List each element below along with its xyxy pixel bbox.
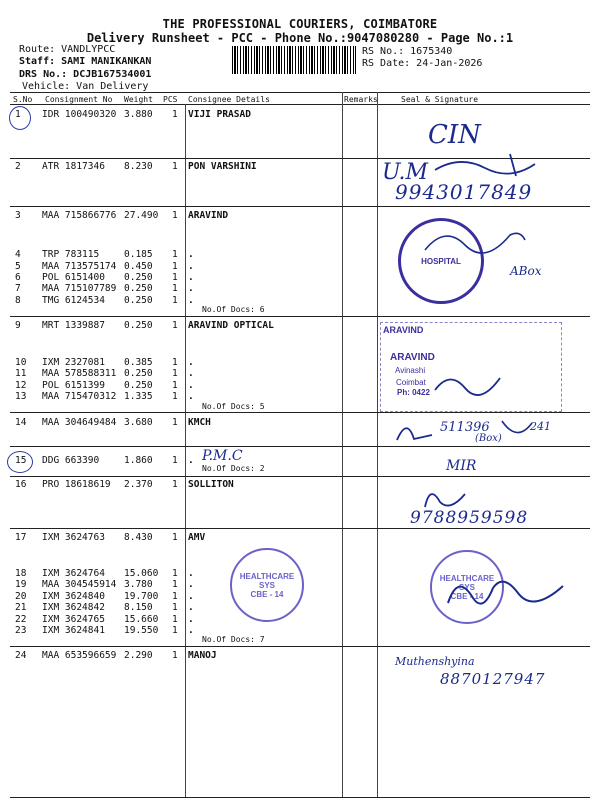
row-sno: 4 [15,249,21,260]
row-pcs: 1 [172,417,178,428]
row-consignee: PON VARSHINI [188,161,257,172]
row-pcs: 1 [172,532,178,543]
col-weight: Weight [124,95,153,104]
row-sno: 5 [15,261,21,272]
row-consignment: PRO 18618619 [42,479,111,490]
row-consignee: . [188,283,194,294]
col-pcs: PCS [163,95,178,104]
row-consignment: MAA 715470312 [42,391,117,402]
no-of-docs: No.Of Docs: 5 [202,402,265,411]
no-of-docs: No.Of Docs: 6 [202,305,265,314]
row-consignee: . [188,391,194,402]
stamp-text: ARAVIND [390,352,435,363]
signature-row-24: Muthenshyina [395,655,475,668]
row-weight: 15.060 [124,568,159,579]
row-sno: 8 [15,295,21,306]
row-pcs: 1 [172,272,178,283]
row-consignee: . [188,295,194,306]
row-pcs: 1 [172,210,178,221]
healthcare-stamp-left [230,548,304,622]
route: Route: VANDLYPCC [19,44,116,55]
row-sno: 11 [15,368,27,379]
row-pcs: 1 [172,602,178,613]
row-pcs: 1 [172,357,178,368]
col-seal: Seal & Signature [401,95,479,104]
row-weight: 0.450 [124,261,153,272]
row-consignment: IXM 3624841 [42,625,105,636]
row-pcs: 1 [172,650,178,661]
row-weight: 8.230 [124,161,153,172]
row-weight: 0.250 [124,272,153,283]
row-separator [10,412,590,413]
row-consignee: ARAVIND OPTICAL [188,320,274,331]
signature-scribble [430,150,540,180]
row-sno: 19 [15,579,27,590]
row-consignee: . [188,455,194,466]
row-weight: 3.680 [124,417,153,428]
row-pcs: 1 [172,320,178,331]
row-sno: 15 [15,455,27,466]
row-weight: 27.490 [124,210,159,221]
row-consignee: . [188,380,194,391]
row-sno: 14 [15,417,27,428]
row-sno: 10 [15,357,27,368]
row-sno: 22 [15,614,27,625]
row-weight: 0.250 [124,283,153,294]
row-pcs: 1 [172,391,178,402]
phone-row-2: 9943017849 [395,180,533,204]
col-rule [342,92,343,797]
col-consignment: Consignment No [45,95,113,104]
row-sno: 13 [15,391,27,402]
row-sno: 20 [15,591,27,602]
row-pcs: 1 [172,249,178,260]
row-consignment: MAA 713575174 [42,261,117,272]
barcode [232,46,356,74]
row-separator [10,797,590,798]
remark-row-15: P.M.C [202,448,243,464]
row-separator [10,476,590,477]
no-of-docs: No.Of Docs: 7 [202,635,265,644]
no-of-docs: No.Of Docs: 2 [202,464,265,473]
row-weight: 0.250 [124,295,153,306]
signature-scribble [438,568,568,618]
rs-date: RS Date: 24-Jan-2026 [362,58,483,69]
stamp-outline [380,322,562,412]
row-sno: 23 [15,625,27,636]
runsheet-subtitle: Delivery Runsheet - PCC - Phone No.:9047080280 - Page No.:1 [86,31,514,45]
stamp-text: CBE - 14 [250,589,284,599]
row-consignment: MAA 304649484 [42,417,117,428]
signature-scribble [420,220,530,260]
row-separator [10,646,590,647]
row-sno: 2 [15,161,21,172]
row-weight: 0.250 [124,320,153,331]
row-pcs: 1 [172,568,178,579]
row-sno: 9 [15,320,21,331]
row-sno: 12 [15,380,27,391]
row-consignee: . [188,568,194,579]
row-weight: 19.700 [124,591,159,602]
stamp-text: Coimbat [396,378,426,387]
header-bottom-rule [10,104,590,105]
row-consignee: SOLLITON [188,479,234,490]
stamp-text: HEALTHCARE SYS [439,573,495,592]
row-consignment: IXM 2327081 [42,357,105,368]
col-rule [185,104,186,797]
row-sno: 6 [15,272,21,283]
row-consignment: MAA 715866776 [42,210,117,221]
row-consignee: . [188,261,194,272]
remark-row-15-b: MIR [446,458,477,474]
row-pcs: 1 [172,625,178,636]
row-weight: 3.780 [124,579,153,590]
signature-row-2: U.M [382,160,429,185]
row-consignment: POL 6151399 [42,380,105,391]
row-pcs: 1 [172,295,178,306]
stamp-text: CBE - 14 [450,591,484,601]
row-sno: 18 [15,568,27,579]
company-title: THE PROFESSIONAL COURIERS, COIMBATORE [162,17,438,31]
row-consignee: . [188,368,194,379]
row-weight: 1.860 [124,455,153,466]
row-sno: 24 [15,650,27,661]
phone-row-24: 8870127947 [440,670,546,688]
row-consignee: . [188,614,194,625]
remark-row-14-b: 241 [530,420,551,433]
stamp-text: HEALTHCARE SYS [239,571,295,590]
row-consignee: . [188,579,194,590]
row-consignment: DDG 663390 [42,455,100,466]
row-consignment: IXM 3624764 [42,568,105,579]
row-consignment: MAA 715107789 [42,283,117,294]
stamp-text: Ph: 0422 [397,388,430,397]
row-consignee: ARAVIND [188,210,229,221]
row-consignee: AMV [188,532,206,543]
row-sno: 16 [15,479,27,490]
row-consignee: . [188,272,194,283]
row-consignment: MAA 578588311 [42,368,117,379]
row-weight: 2.370 [124,479,153,490]
row-consignment: TMG 6124534 [42,295,105,306]
row-weight: 15.660 [124,614,159,625]
row-consignment: IXM 3624763 [42,532,105,543]
row-consignee: . [188,591,194,602]
row-consignee: . [188,357,194,368]
row-weight: 0.185 [124,249,153,260]
col-consignee: Consignee Details [188,95,270,104]
row-weight: 8.430 [124,532,153,543]
row-consignment: ATR 1817346 [42,161,105,172]
serial-circle-mark [7,451,33,473]
remark-abox: ABox [510,264,542,278]
vehicle: Vehicle: Van Delivery [22,81,149,92]
col-rule [377,92,378,797]
row-pcs: 1 [172,479,178,490]
row-pcs: 1 [172,161,178,172]
table-top-rule [10,92,590,93]
row-weight: 8.150 [124,602,153,613]
row-pcs: 1 [172,579,178,590]
row-sno: 7 [15,283,21,294]
row-consignment: MAA 304545914 [42,579,117,590]
row-weight: 0.250 [124,380,153,391]
drs-number: DRS No.: DCJB167534001 [19,69,152,80]
row-weight: 1.335 [124,391,153,402]
stamp-text: HOSPITAL [421,256,461,266]
row-consignee: . [188,602,194,613]
row-pcs: 1 [172,591,178,602]
row-sno: 17 [15,532,27,543]
stamp-text: Avinashi [395,366,426,375]
remark-row-14: 511396 [440,420,490,435]
row-consignment: POL 6151400 [42,272,105,283]
row-pcs: 1 [172,455,178,466]
row-pcs: 1 [172,380,178,391]
signature-row-1: CIN [428,120,481,150]
row-separator [10,206,590,207]
row-separator [10,316,590,317]
row-pcs: 1 [172,109,178,120]
row-weight: 0.250 [124,368,153,379]
row-pcs: 1 [172,614,178,625]
staff: Staff: SAMI MANIKANKAN [19,56,152,67]
row-weight: 19.550 [124,625,159,636]
remark-row-14-box: (Box) [475,433,502,444]
row-weight: 3.880 [124,109,153,120]
row-consignment: IDR 100490320 [42,109,117,120]
row-pcs: 1 [172,283,178,294]
phone-row-16: 9788959598 [410,508,529,528]
row-pcs: 1 [172,261,178,272]
row-consignment: MRT 1339887 [42,320,105,331]
col-remarks: Remarks [344,95,378,104]
serial-circle-mark [9,106,31,130]
row-consignee: KMCH [188,417,211,428]
row-consignment: IXM 3624765 [42,614,105,625]
row-separator [10,528,590,529]
row-consignee: . [188,625,194,636]
rs-number: RS No.: 1675340 [362,46,453,57]
row-consignee: VIJI PRASAD [188,109,251,120]
row-consignee: MANOJ [188,650,217,661]
row-consignment: IXM 3624842 [42,602,105,613]
row-consignee: . [188,249,194,260]
stamp-text: ARAVIND [383,325,424,335]
row-weight: 2.290 [124,650,153,661]
col-sno: S.No [13,95,33,104]
row-consignment: TRP 783115 [42,249,100,260]
row-consignment: MAA 653596659 [42,650,117,661]
row-sno: 3 [15,210,21,221]
row-sno: 1 [15,109,21,120]
row-sno: 21 [15,602,27,613]
signature-scribble [430,368,510,398]
row-weight: 0.385 [124,357,153,368]
row-pcs: 1 [172,368,178,379]
row-consignment: IXM 3624840 [42,591,105,602]
